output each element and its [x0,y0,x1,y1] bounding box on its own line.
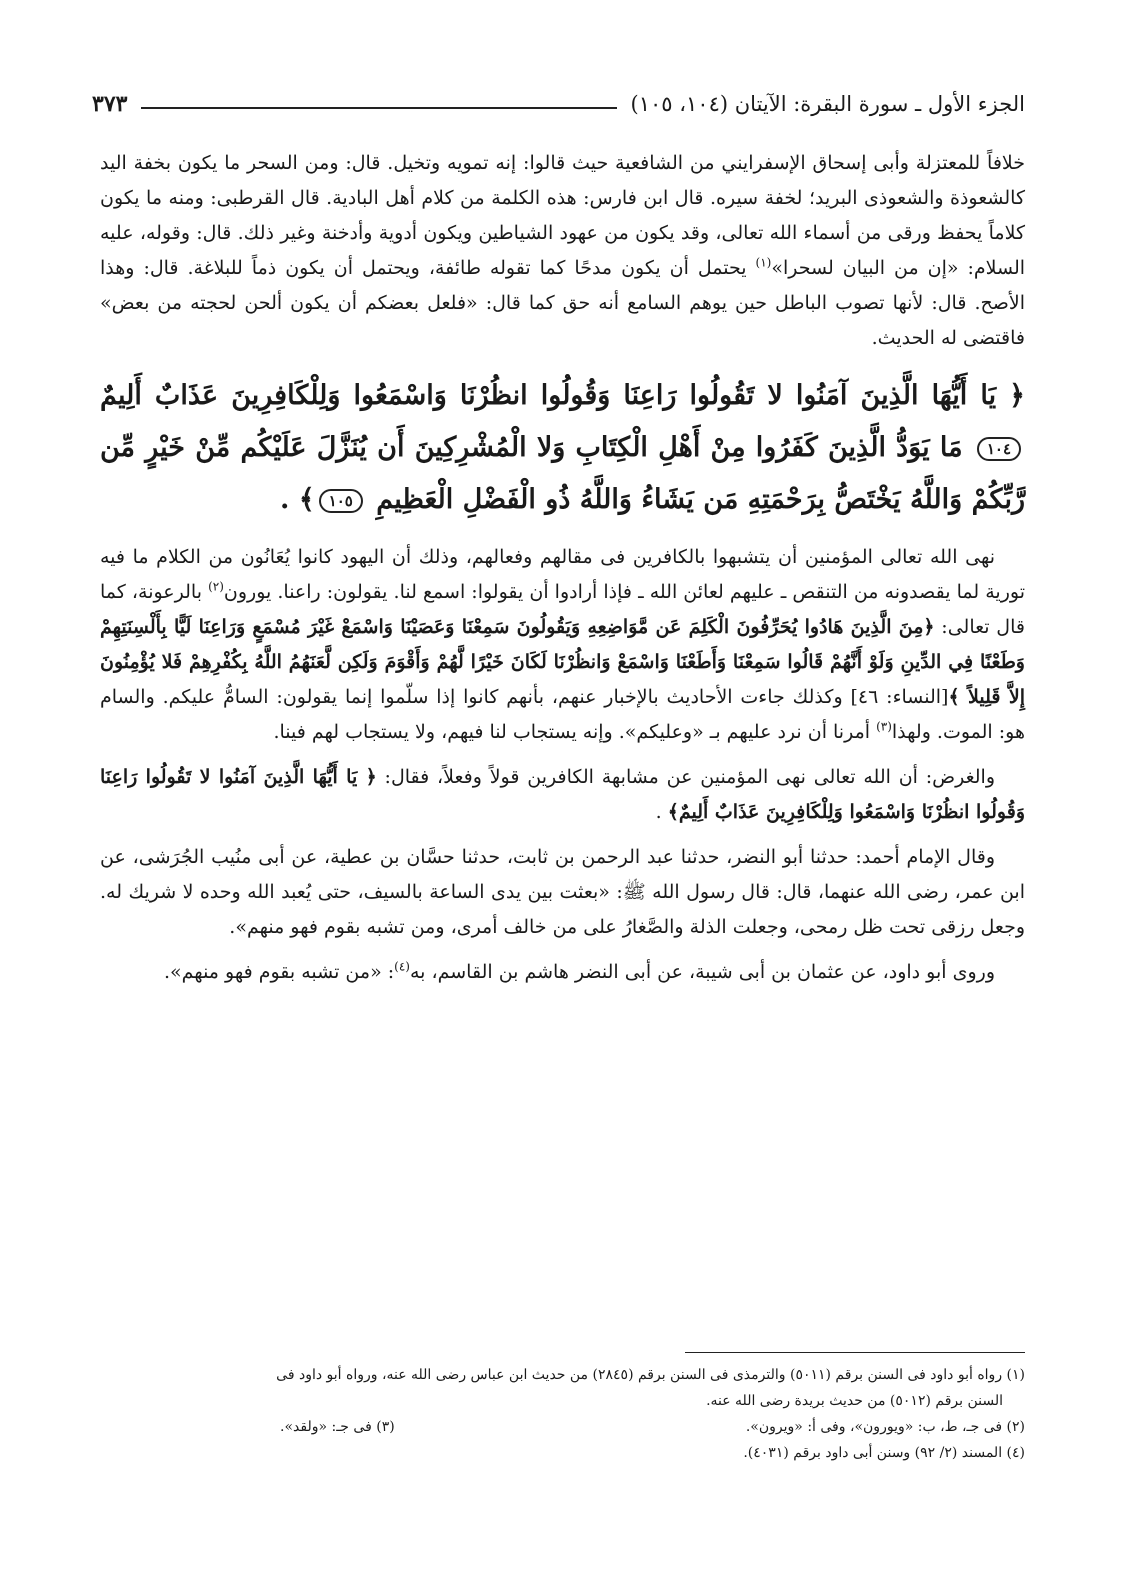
paragraph-purpose [100,760,1025,830]
paragraph-text: : «من تشبه بقوم فهو منهم». [164,961,395,983]
paragraph-text: . [655,801,668,823]
paragraph-hadith-abu-dawud [100,955,1025,990]
header-rule [141,107,616,109]
paragraph-text: نهى الله تعالى المؤمنين أن يتشبهوا بالكافرين فى مقالهم وفعالهم، وذلك أن اليهود كانوا يُعَانُون من الكلام ما فيه تورية لما يقصدونه من التنقص ـ عليهم لعائن الله ـ فإذا أرادوا أن يقولوا: اسمع لنا. يقولون: راعنا. يورون [100,546,1025,603]
footnote-ref: (٢) [208,579,224,594]
paragraph-text: وروى أبو داود، عن عثمان بن أبى شيبة، عن أبى النضر هاشم بن القاسم، به [409,961,995,983]
footnote-ref: (١) [755,255,772,270]
footnote-row [100,1414,1025,1440]
footnotes [100,1362,1025,1466]
footnote-4: (٤) المسند (٢/ ٩٢) وسنن أبى داود برقم (٤٠٣١). [743,1445,1025,1461]
footnote-2: (٢) فى جـ، ط، ب: «ويورون»، وفى أ: «ويرون». [745,1419,1025,1435]
footnote-ref: (٤) [394,959,410,974]
footnote-ref: (٣) [876,719,892,734]
paragraph-text: أمرنا أن نرد عليهم بـ «وعليكم». وإنه يستجاب لنا فيهم، ولا يستجاب لهم فينا. [273,721,877,743]
paragraph-magic-commentary [100,146,1025,356]
quran-quote: ﴿ يَا أَيُّهَا الَّذِينَ آمَنُوا لا تَقُولُوا رَاعِنَا وَقُولُوا انظُرْنَا وَاسْمَعُوا وَلِلْكَافِرِينَ عَذَابٌ أَلِيمٌ﴾ [100,766,1025,823]
footnote-divider [685,1352,1025,1353]
paragraph-text: بالرعونة، كما قال تعالى: [100,581,1025,638]
paragraph-hadith-ahmad: وقال الإمام أحمد: حدثنا أبو النضر، حدثنا عبد الرحمن بن ثابت، حدثنا حسَّان بن عطية، عن أبى منُيب الجُرَشى، عن ابن عمر، رضى الله عنهما، قال: قال رسول الله ﷺ: «بعثت بين يدى الساعة بالسيف، حتى يُعبد الله وحده لا شريك له. وجعل رزقى تحت ظل رمحى، وجعلت الذلة والصَّغارُ على من خالف أمرى، ومن تشبه بقوم فهو منهم». [100,846,1025,938]
footnote-1: (١) رواه أبو داود فى السنن برقم (٥٠١١) والترمذى فى السنن برقم (٢٨٤٥) من حديث ابن عباس رضى الله عنه، ورواه أبو داود فى [276,1367,1025,1383]
ayah-number-marker: ١٠٥ [319,489,363,513]
running-header [92,84,1025,124]
ayah-number-marker: ١٠٤ [977,437,1021,461]
paragraph-prohibition [100,540,1025,750]
header-title: الجزء الأول ـ سورة البقرة: الآيتان (١٠٤، ١٠٥) [630,92,1025,116]
quran-verse-block [100,370,1025,526]
paragraph-text: يحتمل أن يكون مدحًا كما تقوله طائفة، ويحتمل أن يكون ذماً للبلاغة. قال: وهذا الأصح. قال: لأنها تصوب الباطل حين يوهم السامع أنه حق كما قال: «فلعل بعضكم أن يكون ألحن لحجته من بعض» فاقتضى له الحديث. [100,257,1025,349]
verse-text: ﴿ يَا أَيُّهَا الَّذِينَ آمَنُوا لا تَقُولُوا رَاعِنَا وَقُولُوا انظُرْنَا وَاسْمَعُوا وَلِلْكَافِرِينَ عَذَابٌ أَلِيمٌ [100,380,1025,411]
verse-closing: ﴾ . [280,484,315,515]
footnote-3: (٣) فى جـ: «ولقد». [280,1419,395,1435]
quran-quote: ﴿مِنَ الَّذِينَ هَادُوا يُحَرِّفُونَ الْكَلِمَ عَن مَّوَاضِعِهِ وَيَقُولُونَ سَمِعْنَا وَعَصَيْنَا وَاسْمَعْ غَيْرَ مُسْمَعٍ وَرَاعِنَا لَيًّا بِأَلْسِنَتِهِمْ وَطَعْنًا فِي الدِّينِ وَلَوْ أَنَّهُمْ قَالُوا سَمِعْنَا وَأَطَعْنَا وَاسْمَعْ وَانظُرْنَا لَكَانَ خَيْرًا لَّهُمْ وَأَقْوَمَ وَلَكِن لَّعَنَهُمُ اللَّهُ بِكُفْرِهِمْ فَلا يُؤْمِنُونَ إِلاَّ قَلِيلاً ﴾ [100,616,1026,708]
paragraph-text: [النساء: ٤٦] وكذلك جاءت الأحاديث بالإخبار عنهم، بأنهم كانوا إذا سلّموا إنما يقولون: السامُّ عليكم. والسام هو: الموت. ولهذا [100,686,1025,743]
paragraph-text: خلافاً للمعتزلة وأبى إسحاق الإسفرايني من الشافعية حيث قالوا: إنه تمويه وتخيل. قال: ومن السحر ما يكون بخفة اليد كالشعوذة والشعوذى البريد؛ لخفة سيره. قال ابن فارس: هذه الكلمة من كلام أهل البادية. قال القرطبى: ومنه ما يكون كلاماً يحفظ ورقى من أسماء الله تعالى، وقد يكون من عهود الشياطين ويكون أدوية وأدخنة وغير ذلك. قال: وقوله، عليه السلام: «إن من البيان لسحرا» [100,152,1026,279]
main-text [100,146,1025,1000]
footnote-1-continued: السنن برقم (٥٠١٢) من حديث بريدة رضى الله عنه. [706,1393,1003,1409]
verse-text: مَا يَوَدُّ الَّذِينَ كَفَرُوا مِنْ أَهْلِ الْكِتَابِ وَلا الْمُشْرِكِينَ أَن يُنَزَّلَ عَلَيْكُم مِّنْ خَيْرٍ مِّن رَّبِّكُمْ وَاللَّهُ يَخْتَصُّ بِرَحْمَتِهِ مَن يَشَاءُ وَاللَّهُ ذُو الْفَضْلِ الْعَظِيمِ [100,432,1025,515]
paragraph-text: والغرض: أن الله تعالى نهى المؤمنين عن مشابهة الكافرين قولاً وفعلاً، فقال: [376,766,995,788]
page-number: ٣٧٣ [92,91,128,117]
